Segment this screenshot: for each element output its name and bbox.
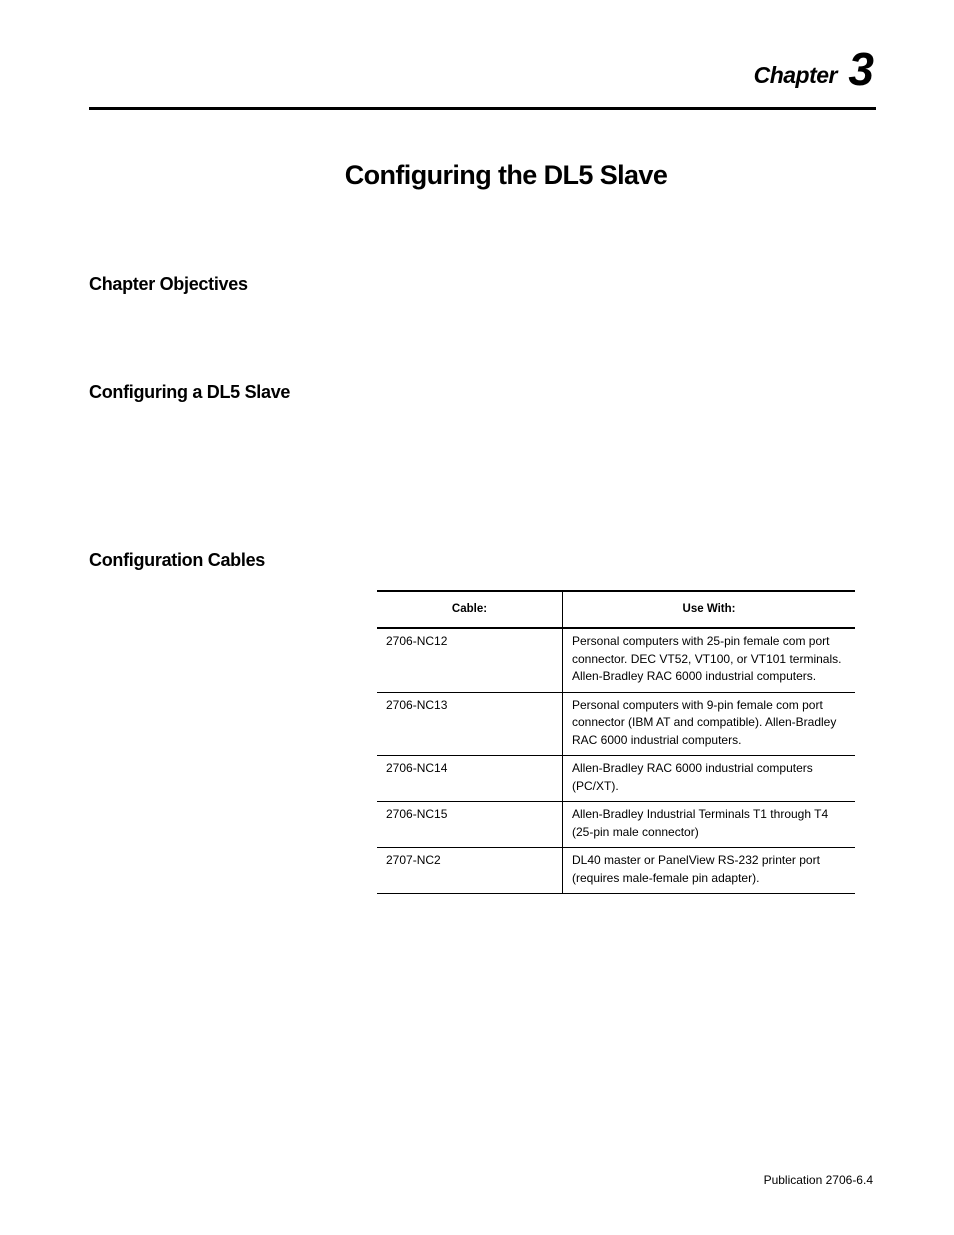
column-header-use-with: Use With:	[563, 591, 856, 628]
page-title: Configuring the DL5 Slave	[344, 160, 668, 190]
table-row	[377, 756, 855, 802]
use-with-cell: Personal computers with 9-pin female com port connector (IBM AT and compatible). Allen-Bradley RAC 6000 industrial computers.	[563, 692, 856, 756]
cable-cell: 2706-NC14	[377, 756, 563, 802]
chapter-label: Chapter	[753, 62, 837, 88]
use-with-cell: Personal computers with 25-pin female com port connector. DEC VT52, VT100, or VT101 terminals. Allen-Bradley RAC 6000 industrial computers.	[563, 628, 856, 692]
cable-cell: 2706-NC15	[377, 802, 563, 848]
use-with-cell: Allen-Bradley RAC 6000 industrial computers (PC/XT).	[563, 756, 856, 802]
table-row	[377, 628, 855, 692]
cable-table	[377, 590, 855, 894]
chapter-divider	[89, 107, 876, 110]
publication-footer: Publication 2706-6.4	[763, 1173, 873, 1187]
cable-cell: 2706-NC12	[377, 628, 563, 692]
column-header-cable: Cable:	[377, 591, 563, 628]
table-row	[377, 692, 855, 756]
use-with-cell: DL40 master or PanelView RS-232 printer port (requires male-female pin adapter).	[563, 848, 856, 894]
table-row	[377, 848, 855, 894]
section-heading-configuration-cables: Configuration Cables	[89, 550, 266, 570]
use-with-cell: Allen-Bradley Industrial Terminals T1 through T4 (25-pin male connector)	[563, 802, 856, 848]
table-row	[377, 802, 855, 848]
cable-cell: 2707-NC2	[377, 848, 563, 894]
chapter-number: 3	[848, 43, 874, 95]
table-header-row	[377, 591, 855, 628]
section-heading-chapter-objectives: Chapter Objectives	[89, 274, 248, 294]
cable-cell: 2706-NC13	[377, 692, 563, 756]
section-heading-configuring-dl5-slave: Configuring a DL5 Slave	[89, 382, 291, 402]
